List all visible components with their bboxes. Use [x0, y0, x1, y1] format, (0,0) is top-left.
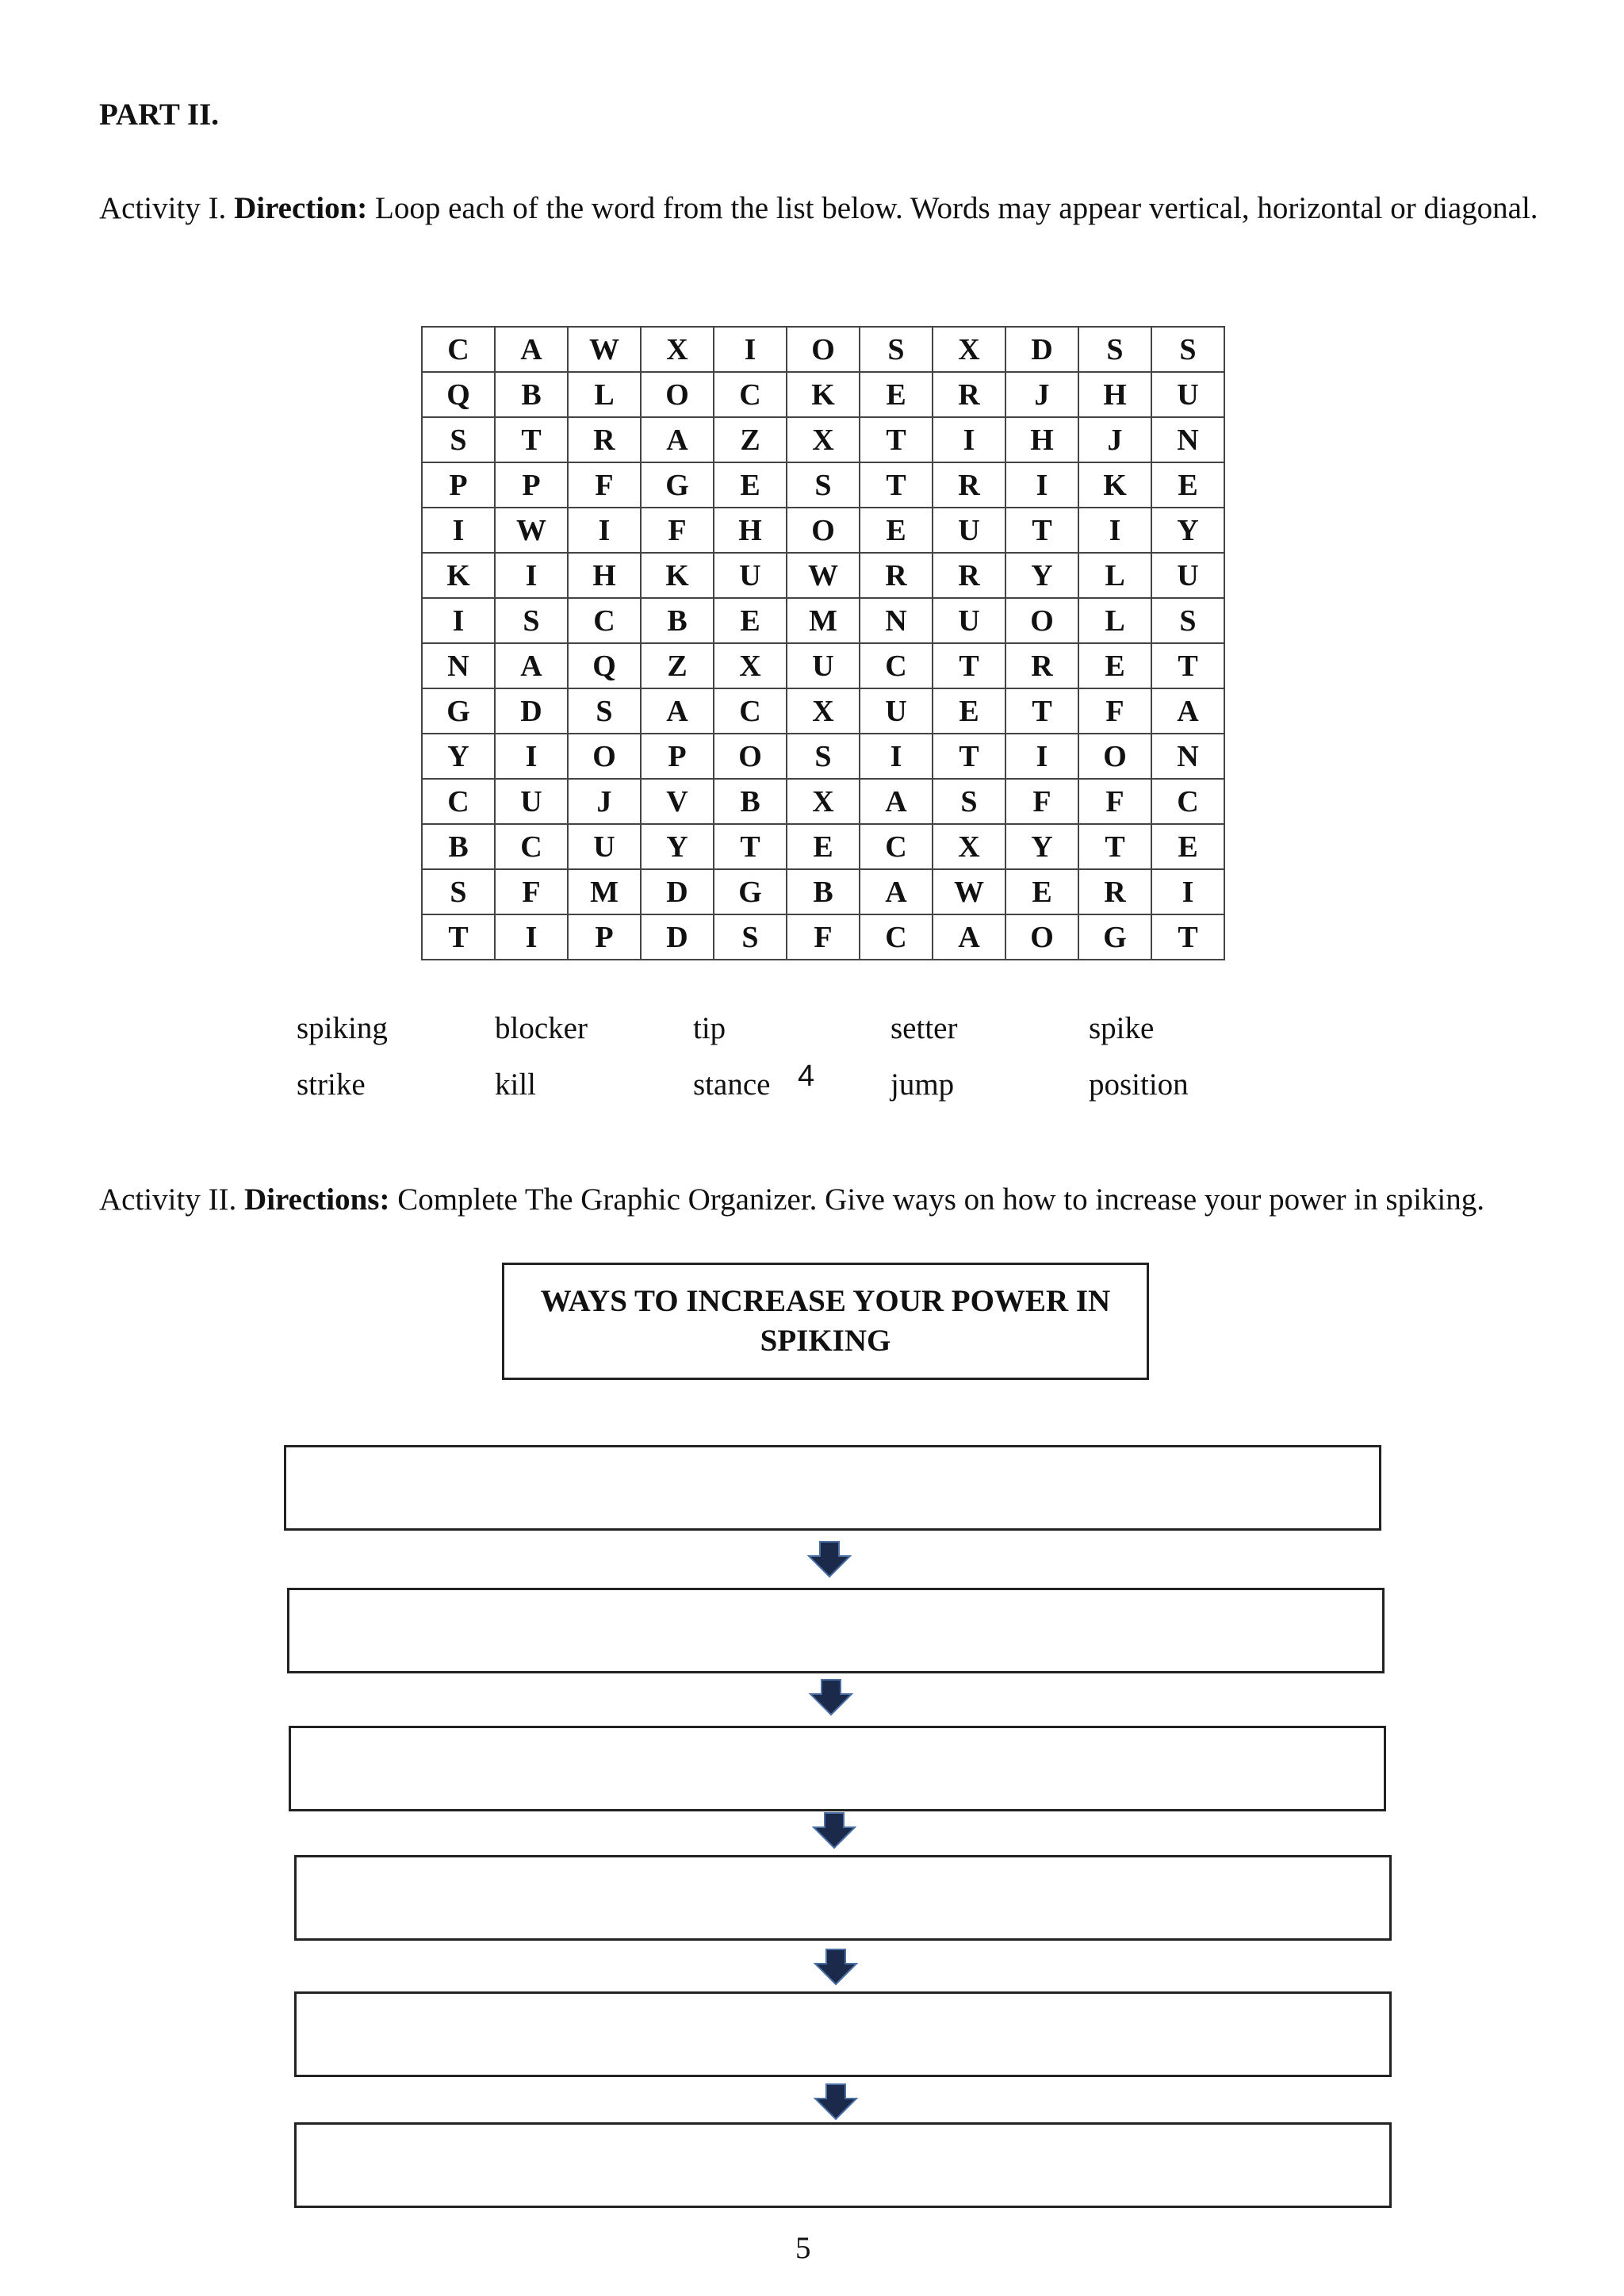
down-arrow-icon	[813, 2083, 859, 2121]
grid-letter[interactable]: H	[568, 553, 641, 598]
grid-letter[interactable]: X	[787, 417, 860, 462]
grid-letter[interactable]: V	[641, 779, 714, 824]
grid-row	[422, 734, 1224, 779]
grid-row	[422, 327, 1224, 372]
grid-letter[interactable]: O	[641, 372, 714, 417]
grid-letter[interactable]: G	[714, 869, 787, 914]
grid-letter[interactable]: L	[1078, 598, 1151, 643]
grid-letter[interactable]: A	[641, 688, 714, 734]
grid-letter[interactable]: T	[933, 643, 1005, 688]
grid-letter[interactable]: Q	[568, 643, 641, 688]
grid-letter[interactable]: X	[641, 327, 714, 372]
grid-letter[interactable]: U	[933, 508, 1005, 553]
grid-letter[interactable]: T	[860, 462, 933, 508]
word-list-item: jump	[891, 1068, 955, 1102]
grid-letter[interactable]: F	[1078, 779, 1151, 824]
grid-letter[interactable]: U	[1151, 372, 1224, 417]
grid-letter[interactable]: I	[422, 508, 495, 553]
grid-letter[interactable]: X	[787, 779, 860, 824]
grid-letter[interactable]: C	[860, 824, 933, 869]
page-number: 5	[795, 2231, 811, 2265]
grid-row	[422, 688, 1224, 734]
direction-label: Direction:	[234, 191, 368, 225]
grid-letter[interactable]: E	[714, 598, 787, 643]
grid-letter[interactable]: T	[933, 734, 1005, 779]
grid-letter[interactable]: A	[641, 417, 714, 462]
activity-2-label: Activity II.	[99, 1182, 237, 1217]
grid-letter[interactable]: U	[787, 643, 860, 688]
down-arrow-icon	[806, 1540, 852, 1578]
grid-letter[interactable]: C	[495, 824, 568, 869]
grid-letter[interactable]: O	[1078, 734, 1151, 779]
grid-letter[interactable]: I	[495, 734, 568, 779]
grid-letter[interactable]: K	[1078, 462, 1151, 508]
grid-letter[interactable]: K	[787, 372, 860, 417]
grid-row	[422, 779, 1224, 824]
grid-letter[interactable]: T	[1078, 824, 1151, 869]
grid-letter[interactable]: T	[1151, 643, 1224, 688]
grid-letter[interactable]: C	[714, 372, 787, 417]
organizer-answer-box-1[interactable]	[284, 1445, 1381, 1531]
part-title: PART II.	[99, 98, 220, 132]
grid-letter[interactable]: U	[495, 779, 568, 824]
grid-letter[interactable]: T	[495, 417, 568, 462]
grid-letter[interactable]: B	[787, 869, 860, 914]
grid-letter[interactable]: F	[495, 869, 568, 914]
activity-2-text: Complete The Graphic Organizer. Give ways on how to increase your power in spiking.	[389, 1182, 1485, 1217]
grid-letter[interactable]: F	[641, 508, 714, 553]
grid-row	[422, 417, 1224, 462]
organizer-answer-box-3[interactable]	[289, 1726, 1386, 1811]
grid-letter[interactable]: H	[714, 508, 787, 553]
grid-letter[interactable]: O	[714, 734, 787, 779]
grid-letter[interactable]: B	[641, 598, 714, 643]
grid-letter[interactable]: S	[714, 914, 787, 960]
grid-letter[interactable]: E	[860, 372, 933, 417]
organizer-answer-box-6[interactable]	[294, 2122, 1392, 2208]
grid-letter[interactable]: Y	[1005, 824, 1078, 869]
grid-letter[interactable]: X	[933, 327, 1005, 372]
grid-letter[interactable]: M	[568, 869, 641, 914]
grid-letter[interactable]: S	[860, 327, 933, 372]
organizer-title: WAYS TO INCREASE YOUR POWER IN SPIKING	[540, 1284, 1111, 1358]
grid-letter[interactable]: Y	[1005, 553, 1078, 598]
grid-letter[interactable]: W	[568, 327, 641, 372]
grid-row	[422, 643, 1224, 688]
down-arrow-icon	[808, 1678, 854, 1716]
grid-letter[interactable]: Z	[641, 643, 714, 688]
grid-letter[interactable]: R	[933, 553, 1005, 598]
down-arrow-icon	[813, 1948, 859, 1986]
grid-letter[interactable]: F	[787, 914, 860, 960]
grid-letter[interactable]: R	[1005, 643, 1078, 688]
grid-letter[interactable]: W	[933, 869, 1005, 914]
grid-letter[interactable]: U	[714, 553, 787, 598]
grid-letter[interactable]: S	[422, 869, 495, 914]
grid-letter[interactable]: F	[568, 462, 641, 508]
grid-letter[interactable]: I	[933, 417, 1005, 462]
grid-letter[interactable]: R	[860, 553, 933, 598]
grid-letter[interactable]: K	[641, 553, 714, 598]
grid-letter[interactable]: W	[495, 508, 568, 553]
grid-letter[interactable]: O	[787, 508, 860, 553]
word-list-item: kill	[495, 1068, 537, 1102]
grid-letter[interactable]: X	[933, 824, 1005, 869]
grid-letter[interactable]: S	[568, 688, 641, 734]
grid-letter[interactable]: A	[495, 643, 568, 688]
grid-letter[interactable]: E	[1078, 643, 1151, 688]
grid-letter[interactable]: I	[422, 598, 495, 643]
grid-letter[interactable]: R	[933, 462, 1005, 508]
grid-letter[interactable]: I	[860, 734, 933, 779]
grid-letter[interactable]: A	[933, 914, 1005, 960]
grid-letter[interactable]: C	[422, 779, 495, 824]
grid-row	[422, 372, 1224, 417]
grid-letter[interactable]: A	[860, 779, 933, 824]
grid-letter[interactable]: G	[422, 688, 495, 734]
word-list-item: position	[1089, 1068, 1189, 1102]
word-list-item: tip	[693, 1011, 726, 1045]
word-list-item: setter	[891, 1011, 958, 1045]
grid-letter[interactable]: I	[495, 914, 568, 960]
grid-letter[interactable]: D	[1005, 327, 1078, 372]
grid-letter[interactable]: M	[787, 598, 860, 643]
grid-letter[interactable]: B	[495, 372, 568, 417]
grid-letter[interactable]: O	[1005, 598, 1078, 643]
grid-letter[interactable]: U	[568, 824, 641, 869]
grid-letter[interactable]: D	[495, 688, 568, 734]
grid-letter[interactable]: P	[495, 462, 568, 508]
organizer-answer-box-5[interactable]	[294, 1991, 1392, 2077]
activity-1-text: Loop each of the word from the list below. Words may appear vertical, horizontal or diagonal.	[367, 191, 1538, 225]
grid-letter[interactable]: A	[860, 869, 933, 914]
grid-letter[interactable]: J	[1005, 372, 1078, 417]
grid-letter[interactable]: C	[860, 643, 933, 688]
grid-letter[interactable]: Y	[422, 734, 495, 779]
grid-letter[interactable]: S	[1078, 327, 1151, 372]
grid-letter[interactable]: I	[1005, 734, 1078, 779]
grid-letter[interactable]: C	[1151, 779, 1224, 824]
grid-letter[interactable]: E	[1151, 462, 1224, 508]
activity-2-directions	[99, 1171, 1542, 1228]
directions-label: Directions:	[244, 1182, 390, 1217]
grid-letter[interactable]: S	[933, 779, 1005, 824]
grid-letter[interactable]: I	[1005, 462, 1078, 508]
grid-letter[interactable]: R	[1078, 869, 1151, 914]
grid-letter[interactable]: T	[1151, 914, 1224, 960]
grid-letter[interactable]: E	[714, 462, 787, 508]
grid-letter[interactable]: U	[860, 688, 933, 734]
grid-letter[interactable]: I	[568, 508, 641, 553]
grid-letter[interactable]: R	[568, 417, 641, 462]
grid-letter[interactable]: N	[422, 643, 495, 688]
grid-letter[interactable]: Q	[422, 372, 495, 417]
grid-letter[interactable]: B	[422, 824, 495, 869]
grid-letter[interactable]: F	[1005, 779, 1078, 824]
organizer-answer-box-2[interactable]	[287, 1588, 1385, 1673]
grid-letter[interactable]: S	[787, 462, 860, 508]
stray-number: 4	[798, 1060, 815, 1093]
grid-letter[interactable]: D	[641, 869, 714, 914]
grid-letter[interactable]: H	[1078, 372, 1151, 417]
grid-letter[interactable]: K	[422, 553, 495, 598]
grid-letter[interactable]: E	[1151, 824, 1224, 869]
word-list-item: spike	[1089, 1011, 1155, 1045]
grid-letter[interactable]: S	[1151, 598, 1224, 643]
grid-letter[interactable]: T	[1005, 688, 1078, 734]
grid-row	[422, 508, 1224, 553]
grid-letter[interactable]: Y	[1151, 508, 1224, 553]
grid-letter[interactable]: P	[568, 914, 641, 960]
grid-letter[interactable]: N	[860, 598, 933, 643]
grid-letter[interactable]: O	[787, 327, 860, 372]
grid-letter[interactable]: P	[422, 462, 495, 508]
grid-letter[interactable]: X	[787, 688, 860, 734]
grid-letter[interactable]: E	[860, 508, 933, 553]
grid-letter[interactable]: S	[787, 734, 860, 779]
word-search-grid	[421, 326, 1225, 960]
grid-letter[interactable]: U	[933, 598, 1005, 643]
grid-letter[interactable]: C	[422, 327, 495, 372]
organizer-title-box	[502, 1263, 1149, 1380]
grid-row	[422, 462, 1224, 508]
grid-letter[interactable]: L	[568, 372, 641, 417]
grid-letter[interactable]: N	[1151, 734, 1224, 779]
grid-letter[interactable]: O	[568, 734, 641, 779]
grid-letter[interactable]: S	[422, 417, 495, 462]
grid-letter[interactable]: S	[1151, 327, 1224, 372]
grid-letter[interactable]: G	[641, 462, 714, 508]
grid-letter[interactable]: I	[1078, 508, 1151, 553]
grid-letter[interactable]: R	[933, 372, 1005, 417]
grid-letter[interactable]: G	[1078, 914, 1151, 960]
grid-letter[interactable]: T	[714, 824, 787, 869]
grid-letter[interactable]: T	[422, 914, 495, 960]
grid-letter[interactable]: W	[787, 553, 860, 598]
word-list-item: spiking	[297, 1011, 388, 1045]
grid-letter[interactable]: E	[787, 824, 860, 869]
word-list-item: blocker	[495, 1011, 588, 1045]
grid-letter[interactable]: L	[1078, 553, 1151, 598]
grid-letter[interactable]: Z	[714, 417, 787, 462]
grid-letter[interactable]: S	[495, 598, 568, 643]
grid-letter[interactable]: J	[568, 779, 641, 824]
grid-letter[interactable]: F	[1078, 688, 1151, 734]
grid-letter[interactable]: I	[1151, 869, 1224, 914]
grid-letter[interactable]: C	[568, 598, 641, 643]
grid-row	[422, 824, 1224, 869]
grid-letter[interactable]: C	[860, 914, 933, 960]
activity-1-directions	[99, 180, 1542, 237]
grid-letter[interactable]: X	[714, 643, 787, 688]
down-arrow-icon	[811, 1811, 857, 1849]
grid-letter[interactable]: O	[1005, 914, 1078, 960]
grid-letter[interactable]: H	[1005, 417, 1078, 462]
grid-letter[interactable]: D	[641, 914, 714, 960]
grid-row	[422, 869, 1224, 914]
word-list-item: stance	[693, 1068, 771, 1102]
grid-letter[interactable]: E	[1005, 869, 1078, 914]
grid-letter[interactable]: B	[714, 779, 787, 824]
grid-letter[interactable]: N	[1151, 417, 1224, 462]
grid-letter[interactable]: I	[495, 553, 568, 598]
grid-letter[interactable]: A	[495, 327, 568, 372]
grid-letter[interactable]: C	[714, 688, 787, 734]
grid-letter[interactable]: P	[641, 734, 714, 779]
organizer-answer-box-4[interactable]	[294, 1855, 1392, 1941]
word-list-item: strike	[297, 1068, 366, 1102]
grid-row	[422, 914, 1224, 960]
activity-1-label: Activity I.	[99, 191, 227, 225]
grid-letter[interactable]: U	[1151, 553, 1224, 598]
grid-letter[interactable]: J	[1078, 417, 1151, 462]
grid-row	[422, 598, 1224, 643]
grid-letter[interactable]: T	[1005, 508, 1078, 553]
grid-letter[interactable]: T	[860, 417, 933, 462]
grid-letter[interactable]: Y	[641, 824, 714, 869]
grid-letter[interactable]: I	[714, 327, 787, 372]
grid-row	[422, 553, 1224, 598]
grid-letter[interactable]: A	[1151, 688, 1224, 734]
grid-letter[interactable]: E	[933, 688, 1005, 734]
